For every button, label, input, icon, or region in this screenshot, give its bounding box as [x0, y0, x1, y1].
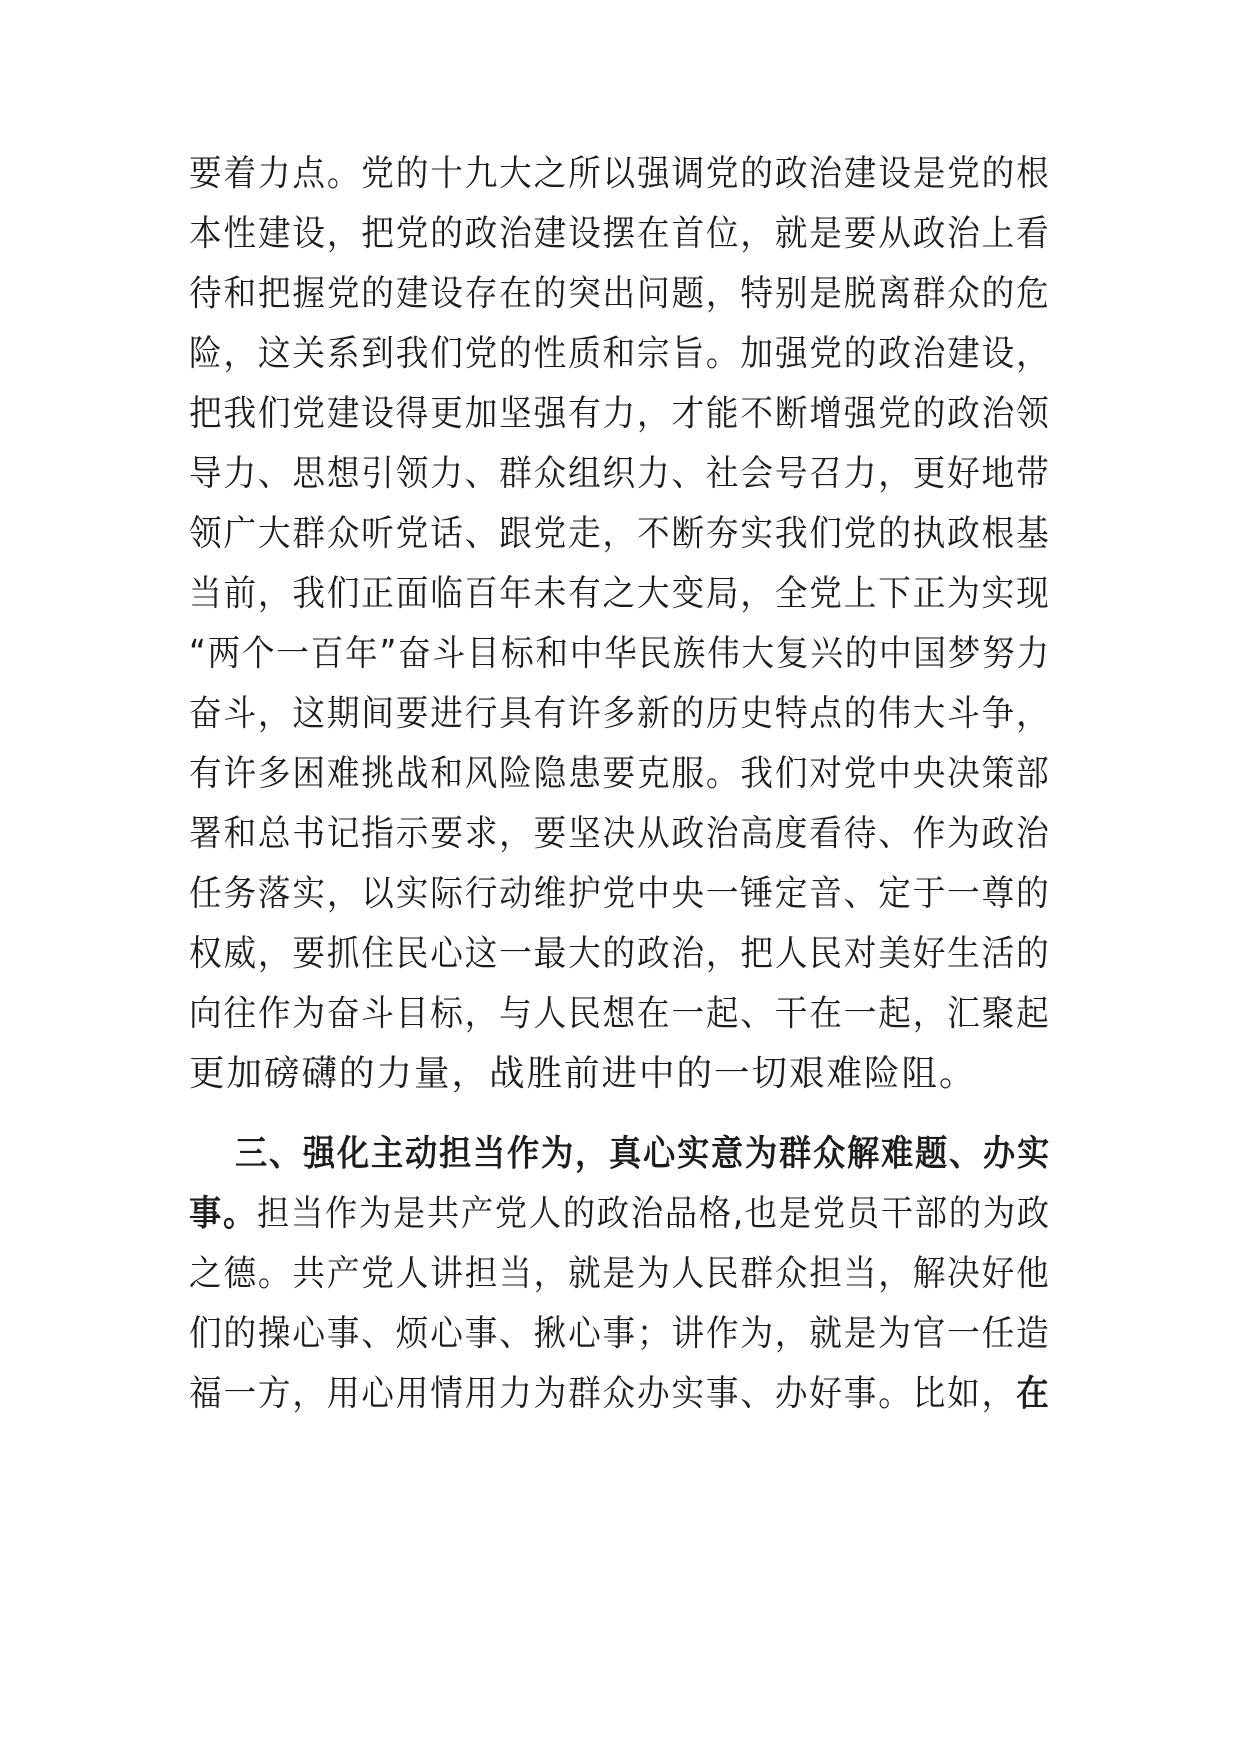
body-text-line: [189, 1370, 1051, 1418]
body-text-line: “两个一百年”奋斗目标和中华民族伟大复兴的中国梦努力: [189, 633, 1051, 674]
section-heading-end: 事。: [189, 1193, 257, 1234]
body-text-line: 任务落实，以实际行动维护党中央一锤定音、定于一尊的: [189, 873, 1051, 914]
body-text-line: 有许多困难挑战和风险隐患要克服。我们对党中央决策部: [189, 753, 1051, 794]
body-text-line: 权威，要抓住民心这一最大的政治，把人民对美好生活的: [189, 933, 1051, 974]
body-text-line: 署和总书记指示要求，要坚决从政治高度看待、作为政治: [189, 813, 1051, 854]
bold-text-span: 在: [1016, 1373, 1051, 1414]
body-text-line: 要着力点。党的十九大之所以强调党的政治建设是党的根: [189, 153, 1051, 194]
body-text-line: 更加磅礴的力量，战胜前进中的一切艰难险阻。: [189, 1053, 977, 1094]
body-text-line: 待和把握党的建设存在的突出问题，特别是脱离群众的危: [189, 273, 1051, 314]
body-text-line: 们的操心事、烦心事、揪心事；讲作为，就是为官一任造: [189, 1313, 1051, 1354]
body-text-line: 把我们党建设得更加坚强有力，才能不断增强党的政治领: [189, 393, 1051, 434]
body-text-line: 之德。共产党人讲担当，就是为人民群众担当，解决好他: [189, 1253, 1051, 1294]
body-text-line: 领广大群众听党话、跟党走，不断夯实我们党的执政根基: [189, 513, 1051, 554]
body-text-line: 险，这关系到我们党的性质和宗旨。加强党的政治建设，: [189, 333, 1051, 374]
body-text-line: 本性建设，把党的政治建设摆在首位，就是要从政治上看: [189, 213, 1051, 254]
body-text-line: 导力、思想引领力、群众组织力、社会号召力，更好地带: [189, 453, 1051, 494]
section-heading: 三、强化主动担当作为，真心实意为群众解难题、办实: [235, 1133, 1052, 1174]
body-text-span: 担当作为是共产党人的政治品格,也是党员干部的为政: [256, 1193, 1051, 1234]
body-text-line: 奋斗，这期间要进行具有许多新的历史特点的伟大斗争，: [189, 693, 1051, 734]
body-text-line: 当前，我们正面临百年未有之大变局，全党上下正为实现: [189, 573, 1051, 614]
body-text-line: 向往作为奋斗目标，与人民想在一起、干在一起，汇聚起: [189, 993, 1051, 1034]
body-text-span: 福一方，用心用情用力为群众办实事、办好事。比如，: [189, 1373, 1017, 1414]
body-text-line: [189, 1190, 1051, 1238]
